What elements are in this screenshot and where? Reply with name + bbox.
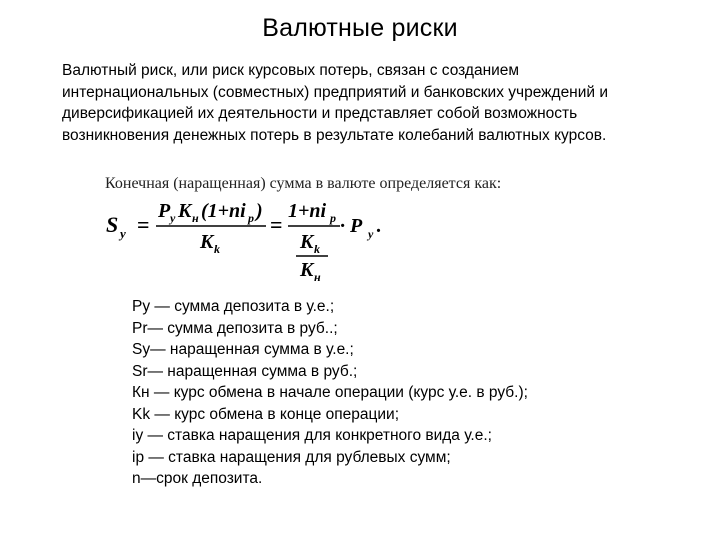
frac2-num-sub: p — [330, 211, 336, 225]
legend-item: Kk — курс обмена в конце операции; — [132, 405, 400, 423]
formula-eq-2: = — [270, 212, 283, 237]
formula-lhs-sub: у — [120, 226, 126, 241]
frac2-den-num: K — [300, 231, 314, 253]
legend-item: Ру — сумма депозита в у.е.; — [132, 298, 335, 315]
legend-item: Кн — курс обмена в начале операции (курс у.е. в руб.); — [132, 384, 528, 401]
legend-item: Sу— наращенная сумма в у.е.; — [132, 341, 354, 358]
frac1-den: K — [200, 231, 214, 253]
frac2-den-den-sub: н — [314, 270, 321, 284]
frac1-k-sub: н — [192, 211, 199, 225]
frac1-num-sub: у — [170, 211, 176, 225]
frac2-den-den: K — [300, 259, 314, 281]
frac1-k: K — [178, 200, 192, 222]
formula-caption: Конечная (наращенная) сумма в валюте определяется как: — [105, 175, 502, 192]
frac1-num: P — [158, 200, 171, 222]
frac1-close: ) — [256, 200, 263, 222]
formula-eq-1: = — [137, 212, 150, 237]
legend-item: iу — ставка наращения для конкретного вида у.е.; — [132, 427, 492, 444]
intro-paragraph: Валютный риск, или риск курсовых потерь, связан с созданием интернациональных (совместных) предприятий и банковских учреждений и диверсификацией их деятельности и представляет собой возможность возникновения денежных потерь в результате колебаний валютных курсов. — [62, 62, 609, 144]
frac1-paren: (1+ni — [201, 200, 246, 222]
legend-item: Рr— сумма депозита в руб..; — [132, 319, 338, 337]
legend-item: ip — ставка наращения для рублевых сумм; — [132, 448, 451, 466]
formula-svg — [104, 196, 404, 284]
formula-tail-dot: . — [376, 215, 381, 237]
frac1-den-sub: k — [214, 242, 220, 256]
frac2-den-num-sub: k — [314, 242, 320, 256]
legend-item: n—срок депозита. — [132, 470, 263, 487]
formula-lhs: S — [106, 212, 119, 237]
variable-legend — [132, 296, 528, 490]
formula-tail: · P — [340, 215, 363, 237]
formula-tail-sub: у — [368, 227, 374, 241]
frac1-paren-sub: p — [248, 211, 254, 225]
currency-accumulation-formula — [104, 196, 404, 284]
legend-item: Sr— наращенная сумма в руб.; — [132, 362, 358, 380]
frac2-num: 1+ni — [288, 200, 327, 222]
slide-title: Валютные риски — [262, 14, 458, 42]
